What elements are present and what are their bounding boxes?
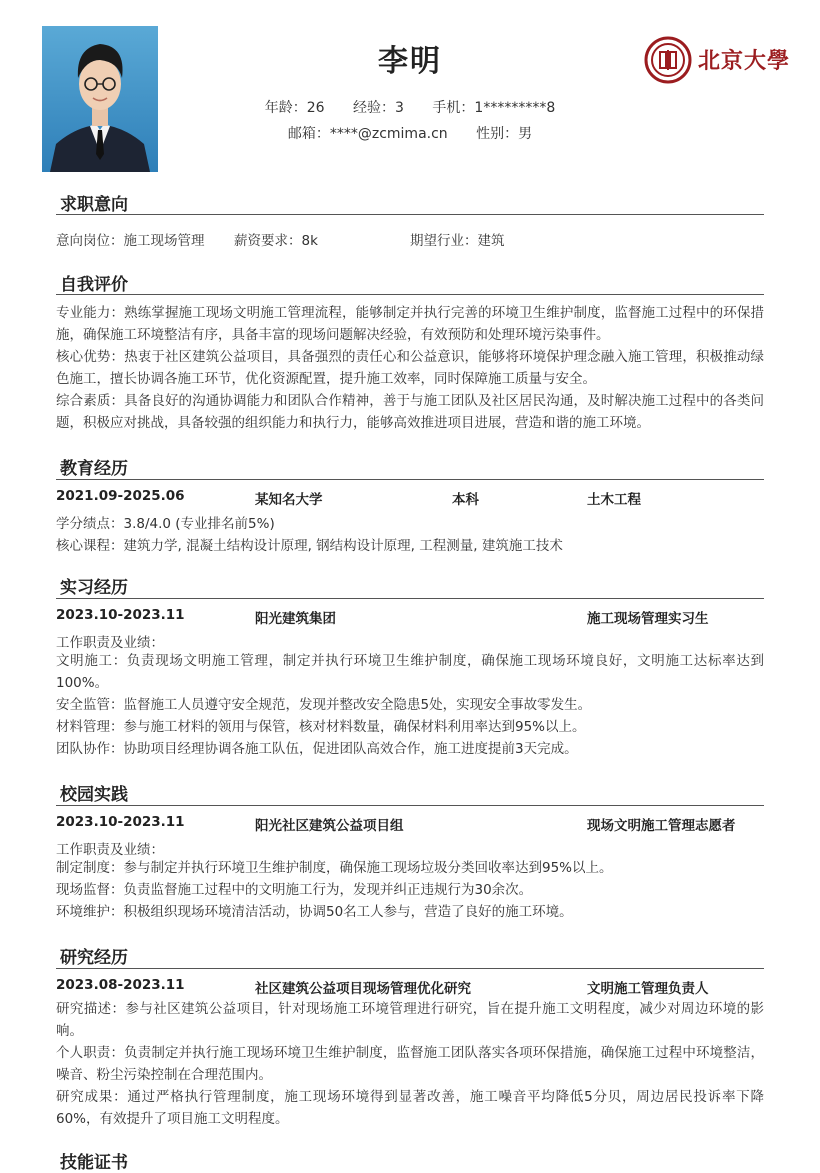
campus-item: 现场监督：负责监督施工过程中的文明施工行为，发现并纠正违规行为30余次。 [56,882,533,898]
university-logo-text: 北京大學 [698,48,791,74]
age-value: 26 [306,100,325,116]
email-info [288,123,448,143]
intent-position: 意向岗位：施工现场管理 [56,233,205,249]
campus-role: 现场文明施工管理志愿者 [587,818,736,834]
age-label: 年龄： [264,100,307,116]
education-header-row [56,488,764,506]
experience-value: 3 [395,100,404,116]
section-divider [56,214,764,215]
internship-role: 施工现场管理实习生 [587,611,709,627]
campus-intro: 工作职责及业绩： [56,842,164,858]
info-line-2 [0,123,820,143]
email-label: 邮箱： [287,126,330,142]
campus-item: 环境维护：积极组织现场环境清洁活动，协调50名工人参与，营造了良好的施工环境。 [56,904,573,920]
candidate-name: 李明 [378,44,442,79]
education-period: 2021.09-2025.06 [56,488,185,504]
email-value: ****@zcmima.cn [329,126,448,142]
section-divider [56,294,764,295]
internship-header-row [56,607,764,625]
internship-item: 安全监管：监督施工人员遵守安全规范，发现并整改安全隐患5处，实现安全事故零发生。 [56,697,592,713]
internship-company: 阳光建筑集团 [255,611,336,627]
self-eval-ability: 专业能力：熟练掌握施工现场文明施工管理流程，能够制定并执行完善的环境卫生维护制度，监督施工过程中的环保措施，确保施工环境整洁有序，具备丰富的现场问题解决经验，有效预防和处理环境污染事件。 [56,305,764,343]
campus-period: 2023.10-2023.11 [56,814,185,830]
experience-label: 经验： [353,100,396,116]
intent-salary: 薪资要求：8k [234,233,318,249]
campus-header-row [56,814,764,832]
research-period: 2023.08-2023.11 [56,977,185,993]
research-item: 研究成果：通过严格执行管理制度，施工现场环境得到显著改善，施工噪音平均降低5分贝，周边居民投诉率下降60%，有效提升了项目施工文明程度。 [56,1089,764,1127]
research-item: 研究描述：参与社区建筑公益项目，针对现场施工环境管理进行研究，旨在提升施工文明程度，减少对周边环境的影响。 [56,1001,764,1039]
age-info [265,97,325,117]
internship-period: 2023.10-2023.11 [56,607,185,623]
internship-item: 文明施工：负责现场文明施工管理，制定并执行环境卫生维护制度，确保施工现场环境良好，文明施工达标率达到100%。 [56,653,764,691]
phone-label: 手机： [432,100,475,116]
section-title-education: 教育经历 [60,459,128,479]
education-major: 土木工程 [587,492,641,508]
campus-org: 阳光社区建筑公益项目组 [255,818,404,834]
education-courses: 核心课程：建筑力学, 混凝土结构设计原理, 钢结构设计原理, 工程测量, 建筑施工技术 [56,538,563,554]
gender-label: 性别： [476,126,519,142]
research-header-row [56,977,764,995]
research-item: 个人职责：负责制定并执行施工现场环境卫生维护制度，监督施工团队落实各项环保措施，确保施工过程中环境整洁，噪音、粉尘污染控制在合理范围内。 [56,1045,764,1083]
gender-info [476,123,532,143]
gender-value: 男 [518,126,533,142]
section-divider [56,598,764,599]
info-line-1 [0,97,820,117]
education-school: 某知名大学 [255,492,323,508]
section-title-research: 研究经历 [60,948,128,968]
education-degree: 本科 [452,492,479,508]
university-logo [644,36,794,84]
research-project: 社区建筑公益项目现场管理优化研究 [255,981,471,997]
section-divider [56,968,764,969]
section-title-internship: 实习经历 [60,578,128,598]
education-gpa: 学分绩点：3.8/4.0 (专业排名前5%) [56,516,275,532]
section-title-skills: 技能证书 [60,1153,128,1173]
university-seal-icon [644,36,692,84]
phone-value: 1*********8 [474,100,556,116]
self-eval-advantage: 核心优势：热衷于社区建筑公益项目，具备强烈的责任心和公益意识，能够将环境保护理念融入施工管理，积极推动绿色施工，擅长协调各施工环节，优化资源配置，提升施工效率，同时保障施工质量与安全。 [56,349,764,387]
phone-info [432,97,555,117]
section-divider [56,479,764,480]
intent-row [56,229,764,247]
section-title-self-eval: 自我评价 [60,275,128,295]
section-divider [56,805,764,806]
self-eval-quality: 综合素质：具备良好的沟通协调能力和团队合作精神，善于与施工团队及社区居民沟通，及时解决施工过程中的各类问题，积极应对挑战，具备较强的组织能力和执行力，能够高效推进项目进展，营造和谐的施工环境。 [56,393,764,431]
intent-industry: 期望行业：建筑 [410,233,505,249]
section-title-campus: 校园实践 [60,785,128,805]
internship-intro: 工作职责及业绩： [56,635,164,651]
internship-item: 团队协作：协助项目经理协调各施工队伍，促进团队高效合作，施工进度提前3天完成。 [56,741,578,757]
internship-item: 材料管理：参与施工材料的领用与保管，核对材料数量，确保材料利用率达到95%以上。 [56,719,586,735]
research-role: 文明施工管理负责人 [587,981,709,997]
experience-info [353,97,404,117]
campus-item: 制定制度：参与制定并执行环境卫生维护制度，确保施工现场垃圾分类回收率达到95%以上。 [56,860,613,876]
section-title-intent: 求职意向 [60,195,128,215]
